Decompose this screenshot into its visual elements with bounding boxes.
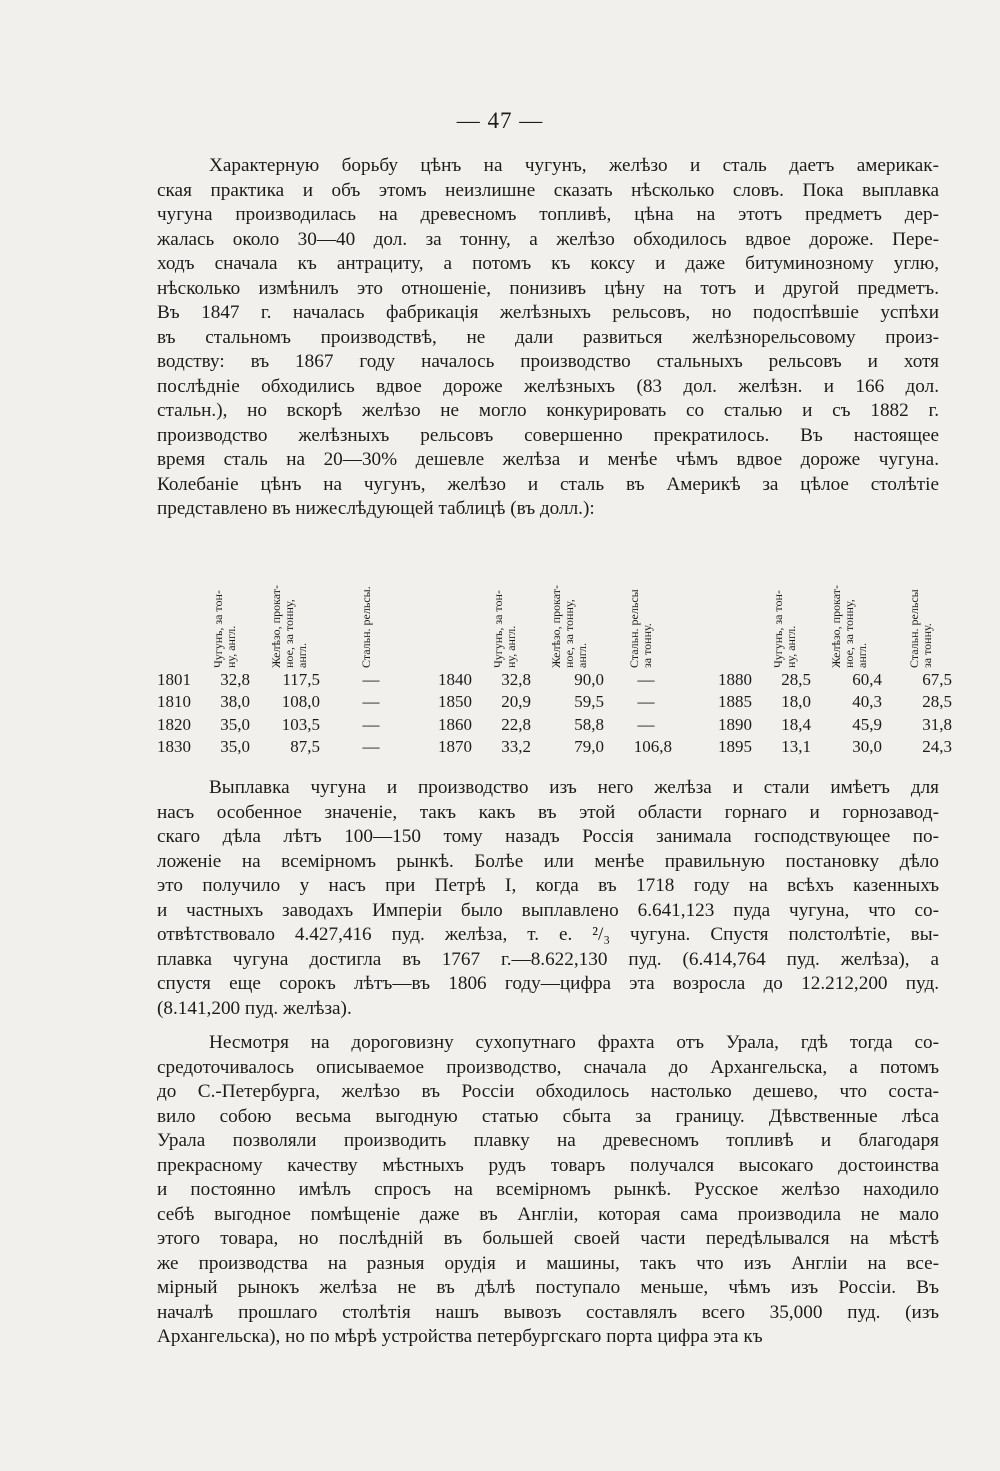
page-number: — 47 — <box>456 108 544 133</box>
header-wrought-2: Желѣзо, прокат- ное, за тонну, англ. <box>549 585 589 668</box>
text-line: представлено въ нижеслѣдующей таблицѣ (въ долл.): <box>157 498 595 519</box>
steel-rails-price-cell: — <box>637 670 655 689</box>
year-cell: 1895 <box>718 737 752 756</box>
text-line: ская практика и объ этомъ неизлишне сказать нѣсколько словъ. Пока выплавка <box>157 179 939 201</box>
text-line: (8.141,200 пуд. желѣза). <box>157 997 352 1019</box>
steel-rails-price-cell: — <box>362 715 380 734</box>
text-line: Урала позволяли производить плавку на древесномъ топливѣ и благодаря <box>157 1130 939 1151</box>
steel-rails-price-cell: — <box>362 670 380 689</box>
year-cell: 1850 <box>438 692 472 711</box>
wrought-iron-price-cell: 103,5 <box>281 715 320 734</box>
text-line: вило собою весьма выгодную статью сбыта за границу. Дѣвственные лѣса <box>157 1105 939 1127</box>
text-line: чугуна производилась на древесномъ топливѣ, цѣна на этотъ предметъ дер- <box>157 204 939 225</box>
text-line: ложеніе на всемірномъ рынкѣ. Болѣе или менѣе правильную постановку дѣло <box>157 850 939 872</box>
paragraph-1 <box>157 154 939 522</box>
paragraph-3 <box>157 1031 939 1350</box>
wrought-iron-price-cell: 58,8 <box>574 715 604 734</box>
steel-rails-price-cell: 106,8 <box>633 737 672 756</box>
table-row <box>0 737 1000 759</box>
text-line: стальн.), но вскорѣ желѣзо не могло конкурировать со сталью и съ 1882 г. <box>157 400 939 421</box>
header-rails-3: Стальн. рельсы за тонну. <box>907 589 934 668</box>
text-line: себѣ выгодное помѣщеніе даже въ Англіи, которая сама производила не мало <box>157 1203 939 1225</box>
text-line: Въ 1847 г. началась фабрикація желѣзныхъ рельсовъ, но подоспѣвшіе успѣхи <box>157 302 939 323</box>
iron-price-cell: 18,4 <box>781 715 811 734</box>
text-line: водству: въ 1867 году началось производство стальныхъ рельсовъ и хотя <box>157 351 939 372</box>
text-line: же производства на разныя орудія и машины, такъ что изъ Англіи на все- <box>157 1252 939 1274</box>
wrought-iron-price-cell: 108,0 <box>281 692 320 711</box>
iron-price-cell: 32,8 <box>220 670 250 689</box>
text-line: это получило у насъ при Петрѣ I, когда въ 1718 году на всѣхъ казенныхъ <box>157 875 939 896</box>
text-line: Архангельска), но по мѣрѣ устройства петербургскаго порта цифра эта къ <box>157 1326 763 1347</box>
header-iron-1: Чугунъ, за тон- ну, англ. <box>211 590 238 668</box>
year-cell: 1870 <box>438 737 472 756</box>
year-cell: 1840 <box>438 670 472 689</box>
table-row <box>0 692 1000 714</box>
text-line: Выплавка чугуна и производство изъ него желѣза и стали имѣетъ для <box>209 777 939 798</box>
iron-price-cell: 33,2 <box>501 737 531 756</box>
wrought-iron-price-cell: 90,0 <box>574 670 604 689</box>
text-line: средоточивалось описываемое производство, сначала до Архангельска, а потомъ <box>157 1056 939 1078</box>
header-iron-3: Чугунъ, за тон- ну, англ. <box>771 590 798 668</box>
year-cell: 1820 <box>157 715 191 734</box>
steel-rails-price-cell: 67,5 <box>922 670 952 689</box>
year-cell: 1860 <box>438 715 472 734</box>
text-line: прекрасному качеству мѣстныхъ рудъ товаръ получался высокаго достоинства <box>157 1154 939 1176</box>
steel-rails-price-cell: — <box>362 692 380 711</box>
iron-price-cell: 28,5 <box>781 670 811 689</box>
iron-price-cell: 20,9 <box>501 692 531 711</box>
wrought-iron-price-cell: 79,0 <box>574 737 604 756</box>
text-line: Колебаніе цѣнъ на чугунъ, желѣзо и сталь въ Америкѣ за цѣлое столѣтіе <box>157 473 939 495</box>
iron-price-cell: 18,0 <box>781 692 811 711</box>
header-rails-1: Стальн. рельсы. <box>359 586 373 668</box>
wrought-iron-price-cell: 87,5 <box>290 737 320 756</box>
iron-price-cell: 22,8 <box>501 715 531 734</box>
paragraph-2 <box>157 776 939 1021</box>
table-row <box>0 715 1000 737</box>
wrought-iron-price-cell: 59,5 <box>574 692 604 711</box>
iron-price-cell: 35,0 <box>220 737 250 756</box>
text-line: скаго дѣла лѣтъ 100—150 тому назадъ Россія занимала господствующее по- <box>157 826 939 847</box>
text-line: время сталь на 20—30% дешевле желѣза и менѣе чѣмъ вдвое дороже чугуна. <box>157 449 939 470</box>
text-line: отвѣтствовало 4.427,416 пуд. желѣза, т. е. ²/₃ чугуна. Спустя полстолѣтіе, вы- <box>157 924 939 945</box>
iron-price-cell: 35,0 <box>220 715 250 734</box>
wrought-iron-price-cell: 30,0 <box>852 737 882 756</box>
iron-price-cell: 13,1 <box>781 737 811 756</box>
header-wrought-1: Желѣзо, прокат- ное, за тонну, англ. <box>269 585 309 668</box>
text-line: производство желѣзныхъ рельсовъ совершенно прекратилось. Въ настоящее <box>157 424 939 446</box>
text-line: послѣдніе обходились вдвое дороже желѣзныхъ (83 дол. желѣзн. и 166 дол. <box>157 375 939 397</box>
text-line: ходъ сначала къ антрациту, а потомъ къ коксу и даже битуминозному углю, <box>157 253 939 274</box>
text-line: нѣсколько измѣнилъ это отношеніе, понизивъ цѣну на тотъ и другой предметъ. <box>157 277 939 299</box>
year-cell: 1810 <box>157 692 191 711</box>
text-line: жалась около 30—40 дол. за тонну, а желѣзо обходилось вдвое дороже. Пере- <box>157 228 939 250</box>
steel-rails-price-cell: — <box>362 737 380 756</box>
year-cell: 1880 <box>718 670 752 689</box>
header-rails-2: Стальн. рельсы за тонну. <box>627 589 654 668</box>
year-cell: 1830 <box>157 737 191 756</box>
text-line: плавка чугуна достигла въ 1767 г.—8.622,130 пуд. (6.414,764 пуд. желѣза), а <box>157 948 939 970</box>
text-line: до С.-Петербурга, желѣзо въ Россіи обходилось настолько дешево, что соста- <box>157 1081 939 1102</box>
iron-price-cell: 32,8 <box>501 670 531 689</box>
text-line: спустя еще сорокъ лѣтъ—въ 1806 году—цифра эта возросла до 12.212,200 пуд. <box>157 973 939 994</box>
steel-rails-price-cell: 24,3 <box>922 737 952 756</box>
wrought-iron-price-cell: 45,9 <box>852 715 882 734</box>
year-cell: 1801 <box>157 670 191 689</box>
text-line: и постоянно имѣлъ спросъ на всемірномъ рынкѣ. Русское желѣзо находило <box>157 1179 939 1200</box>
text-line: Несмотря на дороговизну сухопутнаго фрахта отъ Урала, гдѣ тогда со- <box>209 1032 939 1053</box>
text-line: насъ особенное значеніе, такъ какъ въ этой области горнаго и горнозавод- <box>157 801 939 823</box>
year-cell: 1890 <box>718 715 752 734</box>
iron-price-cell: 38,0 <box>220 692 250 711</box>
text-line: въ стальномъ производствѣ, не дали развиться желѣзнорельсовому произ- <box>157 326 939 348</box>
year-cell: 1885 <box>718 692 752 711</box>
wrought-iron-price-cell: 40,3 <box>852 692 882 711</box>
table-row <box>0 670 1000 692</box>
text-line: и частныхъ заводахъ Имперіи было выплавлено 6.641,123 пуда чугуна, что со- <box>157 899 939 921</box>
steel-rails-price-cell: 28,5 <box>922 692 952 711</box>
header-iron-2: Чугунъ, за тон- ну, англ. <box>491 590 518 668</box>
text-line: Характерную борьбу цѣнъ на чугунъ, желѣзо и сталь даетъ америкак- <box>209 155 939 176</box>
steel-rails-price-cell: — <box>637 692 655 711</box>
text-line: мірный рынокъ желѣза не въ дѣлѣ поступало меньше, чѣмъ изъ Россіи. Въ <box>157 1277 939 1298</box>
wrought-iron-price-cell: 60,4 <box>852 670 882 689</box>
wrought-iron-price-cell: 117,5 <box>282 670 320 689</box>
header-wrought-3: Желѣзо, прокат- ное, за тонну, англ. <box>829 585 869 668</box>
text-line: этого товара, но послѣдній въ большей своей части передѣлывался на мѣстѣ <box>157 1228 939 1249</box>
steel-rails-price-cell: — <box>637 715 655 734</box>
steel-rails-price-cell: 31,8 <box>922 715 952 734</box>
text-line: началѣ прошлаго столѣтія нашъ вывозъ составлялъ всего 35,000 пуд. (изъ <box>157 1301 939 1323</box>
